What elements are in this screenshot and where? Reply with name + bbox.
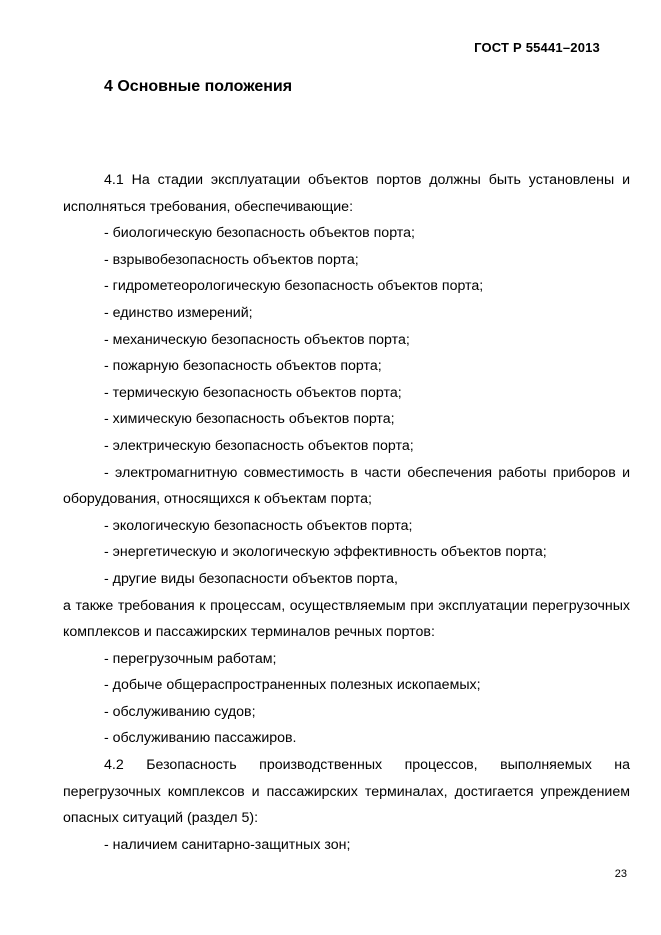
list-item: - единство измерений; <box>104 304 253 321</box>
list-item: - обслуживанию судов; <box>104 703 256 720</box>
list-item: - перегрузочным работам; <box>104 650 277 667</box>
document-header-standard: ГОСТ Р 55441–2013 <box>474 40 600 55</box>
list-item: - энергетическую и экологическую эффективность объектов порта; <box>104 544 547 561</box>
list-item: - механическую безопасность объектов порта; <box>104 331 410 348</box>
list-item: - добыче общераспространенных полезных ископаемых; <box>104 677 481 694</box>
list-item: - термическую безопасность объектов порта; <box>104 384 402 401</box>
section-title: 4 Основные положения <box>104 78 293 95</box>
list-item: - наличием санитарно-защитных зон; <box>104 836 351 853</box>
list-item: - взрывобезопасность объектов порта; <box>104 251 359 268</box>
page-number: 23 <box>614 868 627 880</box>
document-body <box>63 167 630 858</box>
list-item: - химическую безопасность объектов порта; <box>104 411 395 428</box>
list-item: - экологическую безопасность объектов порта; <box>104 517 413 534</box>
list-item: - электрическую безопасность объектов порта; <box>104 437 414 454</box>
clause-4-1-intro: 4.1 На стадии эксплуатации объектов портов должны быть установлены и исполняться требования, обеспечивающие: <box>63 172 630 215</box>
list-item: - биологическую безопасность объектов порта; <box>104 225 415 242</box>
list-item: - другие виды безопасности объектов порта, <box>104 570 398 587</box>
process-requirements-intro: а также требования к процессам, осуществляемым при эксплуатации перегрузочных комплексов и пассажирских терминалов речных портов: <box>63 597 630 641</box>
list-item: - электромагнитную совместимость в части обеспечения работы приборов и оборудования, относящихся к объектам порта; <box>63 464 630 508</box>
list-item: - гидрометеорологическую безопасность объектов порта; <box>104 278 484 295</box>
list-item: - пожарную безопасность объектов порта; <box>104 358 382 375</box>
clause-4-2-intro: 4.2 Безопасность производственных процессов, выполняемых на перегрузочных комплексов и пассажирских терминалах, достигается упреждением опасных ситуаций (раздел 5): <box>63 757 630 827</box>
list-item: - обслуживанию пассажиров. <box>104 730 297 747</box>
